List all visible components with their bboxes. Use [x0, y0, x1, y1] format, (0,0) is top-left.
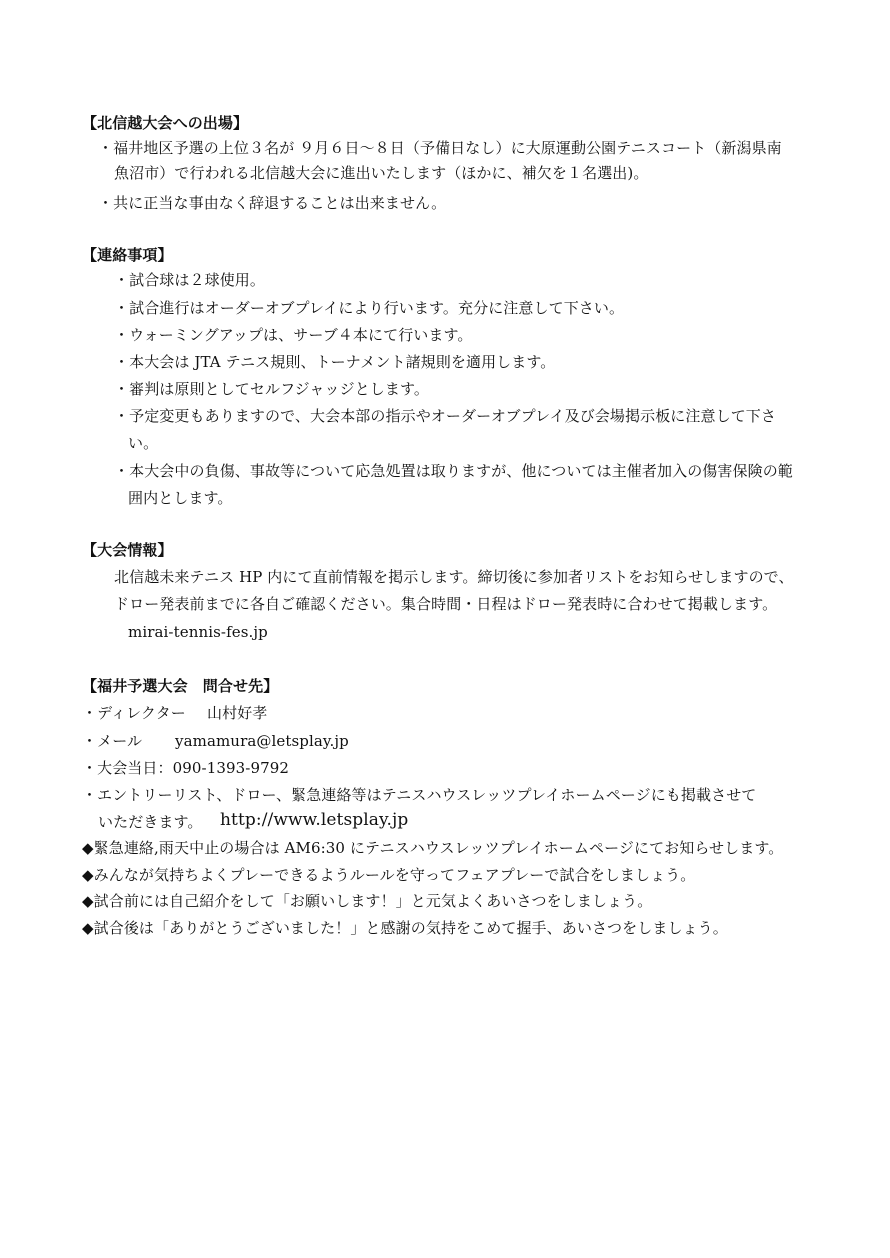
mail-address: yamamura@letsplay.jp: [175, 732, 349, 750]
entry-line-1: ・エントリーリスト、ドロー、緊急連絡等はテニスハウスレッツプレイホームページにも掲載させて: [82, 786, 757, 804]
mail-label: ・メール: [82, 732, 143, 750]
section-heading-renraku: 【連絡事項】: [82, 246, 173, 264]
section3-line-2: ドロー発表前までに各自ご確認ください。集合時間・日程はドロー発表時に合わせて掲載します。: [114, 595, 778, 613]
letsplay-url: http://www.letsplay.jp: [220, 810, 409, 830]
section3-line-1: 北信越未来テニス HP 内にて直前情報を掲示します。締切後に参加者リストをお知らせしますので、: [114, 568, 794, 586]
note-greeting-after: ◆試合後は「ありがとうございました！」と感謝の気持をこめて握手、あいさつをしましょう。: [82, 919, 728, 937]
note-emergency: ◆緊急連絡,雨天中止の場合は AM6:30 にテニスハウスレッツプレイホームページにてお知らせします。: [82, 839, 784, 857]
section2-line-3: ・ウォーミングアップは、サーブ４本にて行います。: [114, 326, 473, 344]
director-label: ・ディレクター: [82, 704, 186, 722]
section-heading-contact: 【福井予選大会 問合せ先】: [82, 677, 279, 695]
section2-line-2: ・試合進行はオーダーオブプレイにより行います。充分に注意して下さい。: [114, 299, 625, 317]
section2-line-4: ・本大会は JTA テニス規則、トーナメント諸規則を適用します。: [114, 353, 556, 371]
section1-line-1: ・福井地区予選の上位３名が ９月６日～８日（予備日なし）に大原運動公園テニスコート（新潟県南: [98, 139, 782, 157]
section2-line-1: ・試合球は２球使用。: [114, 271, 266, 289]
phone-line: ・大会当日：090-1393-9792: [82, 759, 290, 777]
section2-line-6: ・予定変更もありますので、大会本部の指示やオーダーオブプレイ及び会場掲示板に注意して下さ: [114, 407, 777, 425]
note-greeting-before: ◆試合前には自己紹介をして「お願いします！」と元気よくあいさつをしましょう。: [82, 892, 653, 910]
section2-line-7: い。: [128, 434, 159, 452]
section-heading-taikai-info: 【大会情報】: [82, 541, 173, 559]
director-name: 山村好孝: [207, 704, 268, 722]
section2-line-5: ・審判は原則としてセルフジャッジとします。: [114, 380, 430, 398]
entry-line-2: いただきます。: [98, 813, 203, 831]
section-heading-hokushinetsu: 【北信越大会への出場】: [82, 114, 249, 132]
section1-line-3: ・共に正当な事由なく辞退することは出来ません。: [98, 194, 447, 212]
section2-line-8: ・本大会中の負傷、事故等について応急処置は取りますが、他については主催者加入の傷害保険の範: [114, 462, 793, 480]
section2-line-9: 囲内とします。: [128, 489, 233, 507]
note-fairplay: ◆みんなが気持ちよくプレーできるようルールを守ってフェアプレーで試合をしましょう。: [82, 866, 696, 884]
section3-url: mirai-tennis-fes.jp: [128, 623, 268, 641]
section1-line-2: 魚沼市）で行われる北信越大会に進出いたします（ほかに、補欠を１名選出)。: [114, 164, 649, 182]
